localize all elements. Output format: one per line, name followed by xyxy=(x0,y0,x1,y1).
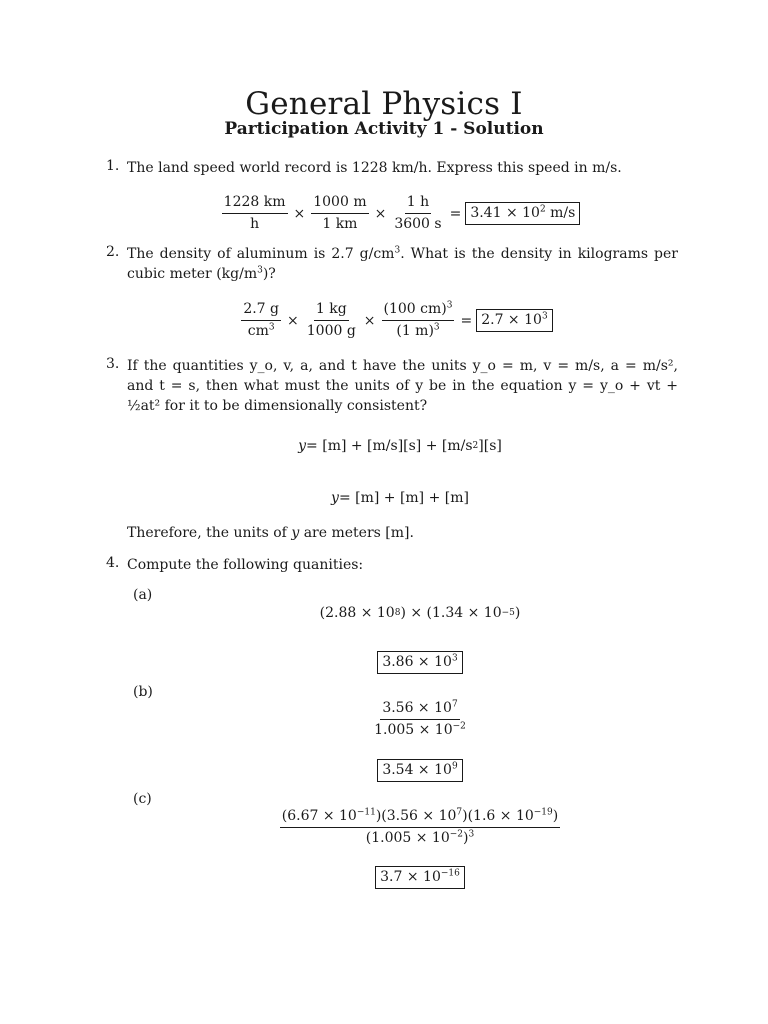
part-b-expression xyxy=(36,700,768,739)
fraction: $\frac{2.7 g}{cm^3}$ xyxy=(243,301,280,339)
document-subtitle: Participation Activity 1 - Solution xyxy=(224,119,544,139)
fraction: $\frac{3.56 \times 10^7}{1.005 \times 10^{-2}}$ xyxy=(374,699,466,738)
problem-4-number: 4. xyxy=(106,555,120,571)
problem-1-equation: $\frac{1228 km}{h}$ × $\frac{1000 m}{1 km}$ × $\frac{1 h}{3600 s}$ = $3.41 \times 10^2$ m/s xyxy=(16,194,768,233)
answer-box: $3.41 \times 10^2$ m/s xyxy=(465,202,580,225)
problem-2-number: 2. xyxy=(106,244,120,260)
problem-3-number: 3. xyxy=(106,356,120,372)
part-b-label: (b) xyxy=(133,684,153,700)
fraction: $\frac{1 h}{3600 s}$ xyxy=(394,194,442,232)
fraction: $\frac{(6.67 \times 10^{-11})(3.56 \times 10^7)(1.6 \times 10^{-19})}{(1.005 \times 10^{-2})^3}$ xyxy=(281,807,559,846)
problem-3-conclusion: Therefore, the units of y are meters [m]. xyxy=(127,525,414,541)
fraction: $\frac{1000 m}{1 km}$ xyxy=(313,194,367,232)
answer-box: $3.7 \times 10^{-16}$ xyxy=(375,866,465,889)
fraction: $\frac{1228 km}{h}$ xyxy=(223,194,286,232)
problem-1-number: 1. xyxy=(106,158,120,174)
part-b-answer xyxy=(36,759,768,782)
problem-3-equation-2: y = [m] + [m] + [m] xyxy=(331,490,469,506)
part-a-answer xyxy=(36,651,768,674)
problem-2-equation: $\frac{2.7 g}{cm^3}$ × $\frac{1 kg}{1000 g}$ × $\frac{(100 cm)^3}{(1 m)^3}$ = $2.7 \times 10^3$ xyxy=(12,301,768,340)
document-title: General Physics I xyxy=(245,86,523,122)
fraction: $\frac{(100 cm)^3}{(1 m)^3}$ xyxy=(383,300,453,339)
problem-1-text: The land speed world record is 1228 km/h. Express this speed in m/s. xyxy=(127,160,622,176)
fraction: $\frac{1 kg}{1000 g}$ xyxy=(306,301,356,339)
part-a-expression: (2.88 × 10 8 ) × (1.34 × 10 −5 ) xyxy=(319,605,521,621)
problem-3-text: If the quantities y_o, v, a, and t have the units y_o = m, v = m/s, a = m/s², and t = s, then what must the units of y be in the equation y = y_o + vt + ½at² for it to be dimensionally consistent? xyxy=(127,358,678,414)
problem-3-equation-1: y = [m] + [m/s][s] + [m/s 2 ][s] xyxy=(298,438,502,454)
part-c-label: (c) xyxy=(133,791,152,807)
problem-4-text: Compute the following quanities: xyxy=(127,557,364,573)
part-c-answer xyxy=(36,866,768,889)
part-a-label: (a) xyxy=(133,587,153,603)
answer-box: $2.7 \times 10^3$ xyxy=(476,309,552,332)
part-c-expression xyxy=(36,808,768,847)
answer-box: $3.86 \times 10^3$ xyxy=(377,651,462,674)
answer-box: $3.54 \times 10^9$ xyxy=(377,759,462,782)
problem-2-text: The density of aluminum is 2.7 $g/cm^3$. What is the density in kilograms per cubic meter $(kg/m^3)$? xyxy=(127,245,678,282)
